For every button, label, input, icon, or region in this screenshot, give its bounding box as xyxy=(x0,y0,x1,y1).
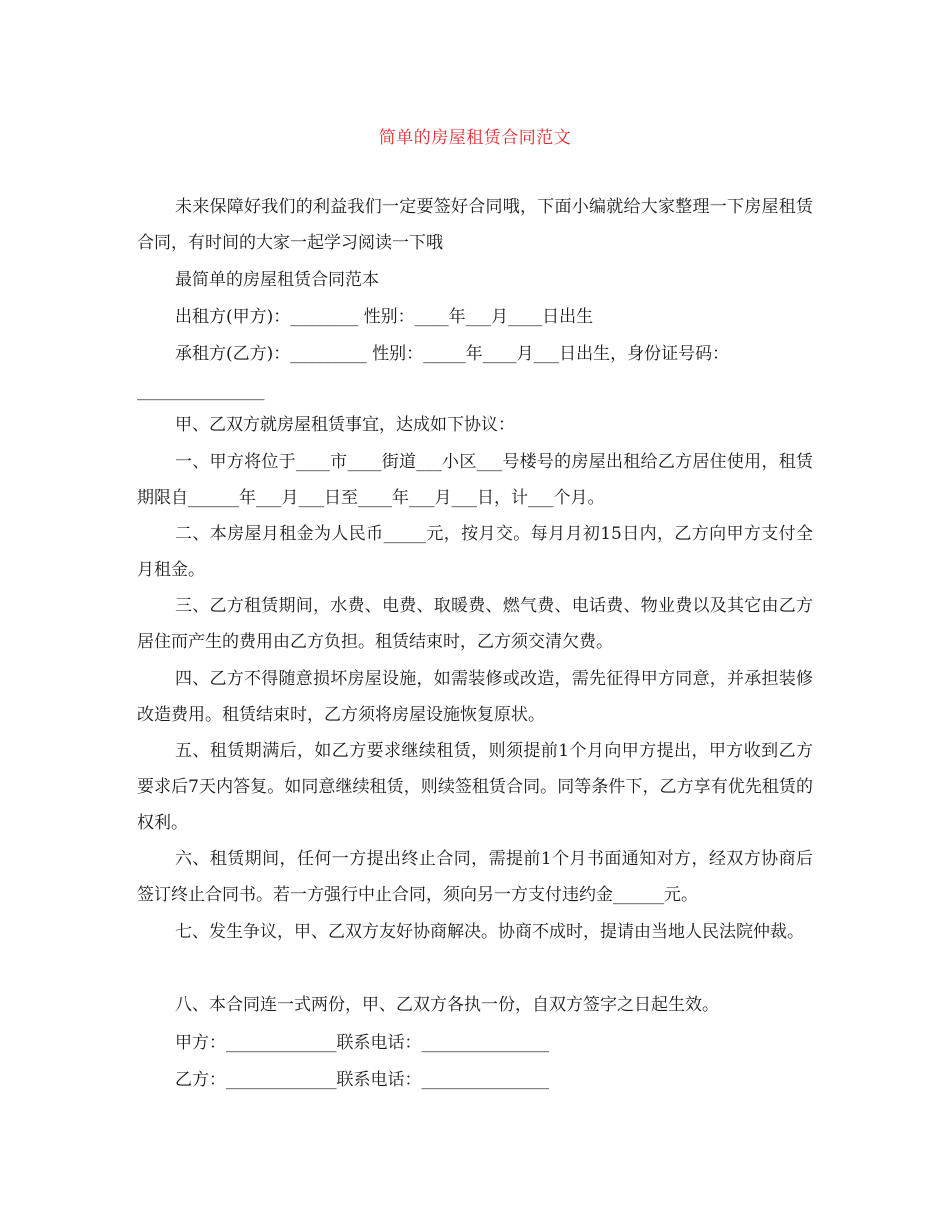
clause-3: 三、乙方租赁期间，水费、电费、取暖费、燃气费、电话费、物业费以及其它由乙方居住而产生的费用由乙方负担。租赁结束时，乙方须交清欠费。 xyxy=(137,596,813,652)
intro-paragraph: 未来保障好我们的利益我们一定要签好合同哦，下面小编就给大家整理一下房屋租赁合同，有时间的大家一起学习阅读一下哦 xyxy=(137,197,813,253)
contract-subtitle: 最简单的房屋租赁合同范本 xyxy=(175,270,379,290)
signature-party-b: 乙方：_____________联系电话：_______________ xyxy=(175,1070,549,1090)
clause-8: 八、本合同连一式两份，甲、乙双方各执一份，自双方签字之日起生效。 xyxy=(175,995,719,1015)
clause-5: 五、租赁期满后，如乙方要求继续租赁，则须提前1个月向甲方提出，甲方收到乙方要求后7天内答复。如同意继续租赁，则续签租赁合同。同等条件下，乙方享有优先租赁的权利。 xyxy=(137,741,813,833)
lessee-info-line: 承租方(乙方)：_________ 性别：_____年____月___日出生，身份证号码： xyxy=(175,344,730,364)
lessor-info-line: 出租方(甲方)：________ 性别：____年___月____日出生 xyxy=(175,307,594,327)
document-title: 简单的房屋租赁合同范文 xyxy=(378,128,572,148)
id-number-blank: _______________ xyxy=(137,381,265,401)
clause-4: 四、乙方不得随意损坏房屋设施，如需装修或改造，需先征得甲方同意，并承担装修改造费用。租赁结束时，乙方须将房屋设施恢复原状。 xyxy=(137,669,813,725)
clause-2: 二、本房屋月租金为人民币_____元，按月交。每月月初15日内，乙方向甲方支付全月租金。 xyxy=(137,524,813,580)
clause-1: 一、甲方将位于____市____街道___小区___号楼号的房屋出租给乙方居住使用，租赁期限自______年___月___日至____年___月___日，计___个月。 xyxy=(137,452,813,508)
clause-6: 六、租赁期间，任何一方提出终止合同，需提前1个月书面通知对方，经双方协商后签订终止合同书。若一方强行中止合同，须向另一方支付违约金______元。 xyxy=(137,849,813,905)
agreement-intro: 甲、乙双方就房屋租赁事宜，达成如下协议： xyxy=(175,415,515,435)
clause-7: 七、发生争议，甲、乙双方友好协商解决。协商不成时，提请由当地人民法院仲裁。 xyxy=(175,922,804,942)
signature-party-a: 甲方：_____________联系电话：_______________ xyxy=(175,1033,549,1053)
